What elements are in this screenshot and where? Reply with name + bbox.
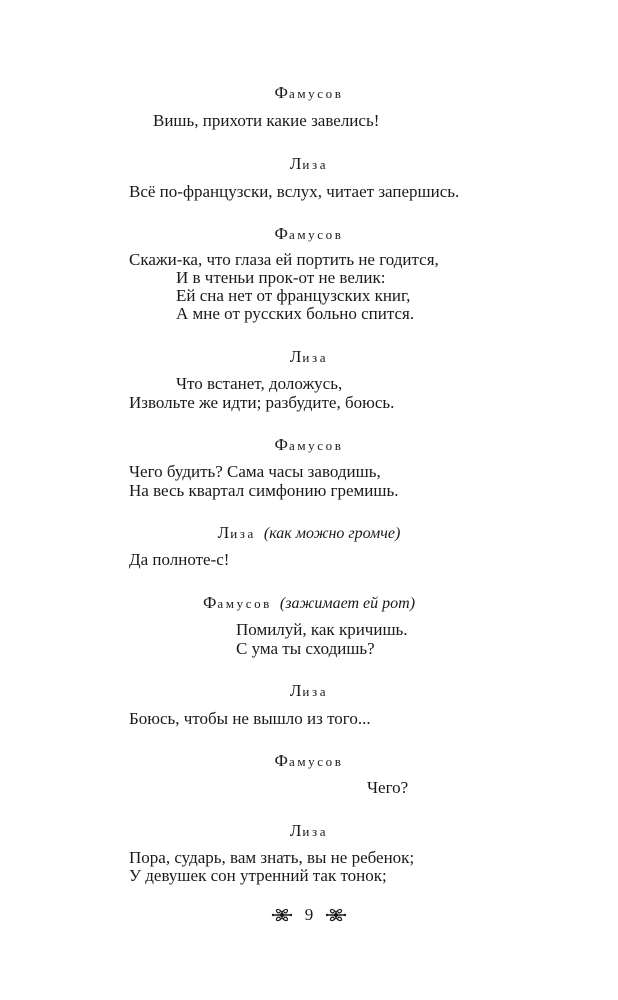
speaker-heading	[0, 155, 618, 173]
verse-line: У девушек сон утренний так тонок;	[129, 866, 387, 885]
right-fleuron-icon	[325, 907, 347, 923]
verse-line: Боюсь, чтобы не вышло из того...	[129, 709, 371, 728]
speaker-initial: Л	[289, 821, 303, 840]
speaker-initial: Ф	[202, 593, 218, 612]
verse-line: Что встанет, доложусь,	[176, 374, 343, 393]
stage-direction: (зажимает ей рот)	[279, 595, 416, 612]
page-number: 9	[304, 905, 314, 924]
stage-direction: (как можно громче)	[263, 525, 401, 542]
speaker-initial: Л	[217, 523, 231, 542]
verse-line: На весь квартал симфонию гремишь.	[129, 481, 399, 500]
left-fleuron-icon	[271, 907, 293, 923]
verse-line: Ей сна нет от французских книг,	[176, 286, 411, 305]
speaker-name-rest: амусов	[288, 86, 344, 101]
speaker-heading	[0, 225, 618, 243]
verse-line: А мне от русских больно спится.	[176, 304, 415, 323]
page-footer	[0, 903, 618, 927]
verse-line: Помилуй, как кричишь.	[236, 620, 408, 639]
verse-line: С ума ты сходишь?	[236, 639, 375, 658]
speaker-heading	[0, 594, 618, 612]
speaker-name-rest: амусов	[288, 227, 344, 242]
verse-line: Скажи-ка, что глаза ей портить не годится,	[129, 250, 439, 269]
verse-line: Чего?	[367, 778, 409, 797]
speaker-initial: Ф	[274, 435, 289, 454]
speaker-name-rest: иза	[302, 350, 329, 365]
verse-line: Чего будить? Сама часы заводишь,	[129, 462, 381, 481]
speaker-initial: Л	[289, 681, 303, 700]
verse-line: И в чтеньи прок-от не велик:	[176, 268, 386, 287]
speaker-initial: Л	[289, 347, 303, 366]
speaker-heading	[0, 436, 618, 454]
speaker-name-rest: амусов	[217, 596, 272, 611]
speaker-initial: Ф	[274, 751, 289, 770]
speaker-heading	[0, 348, 618, 366]
speaker-name-rest: амусов	[288, 754, 344, 769]
speaker-heading	[0, 682, 618, 700]
verse-line: Пора, сударь, вам знать, вы не ребенок;	[129, 848, 415, 867]
speaker-initial: Ф	[274, 83, 289, 102]
speaker-heading	[0, 84, 618, 102]
speaker-heading	[0, 822, 618, 840]
speaker-name-rest: иза	[302, 157, 329, 172]
verse-line: Да полноте-с!	[129, 550, 230, 569]
speaker-name-rest: иза	[230, 526, 256, 541]
speaker-name-rest: иза	[302, 684, 329, 699]
verse-line: Извольте же идти; разбудите, боюсь.	[129, 393, 395, 412]
speaker-heading	[0, 752, 618, 770]
verse-line: Вишь, прихоти какие завелись!	[153, 111, 380, 130]
speaker-initial: Л	[289, 154, 303, 173]
speaker-heading	[0, 524, 618, 542]
speaker-initial: Ф	[274, 224, 289, 243]
verse-line: Всё по-французски, вслух, читает запершись.	[129, 182, 460, 201]
speaker-name-rest: иза	[302, 824, 329, 839]
speaker-name-rest: амусов	[288, 438, 344, 453]
